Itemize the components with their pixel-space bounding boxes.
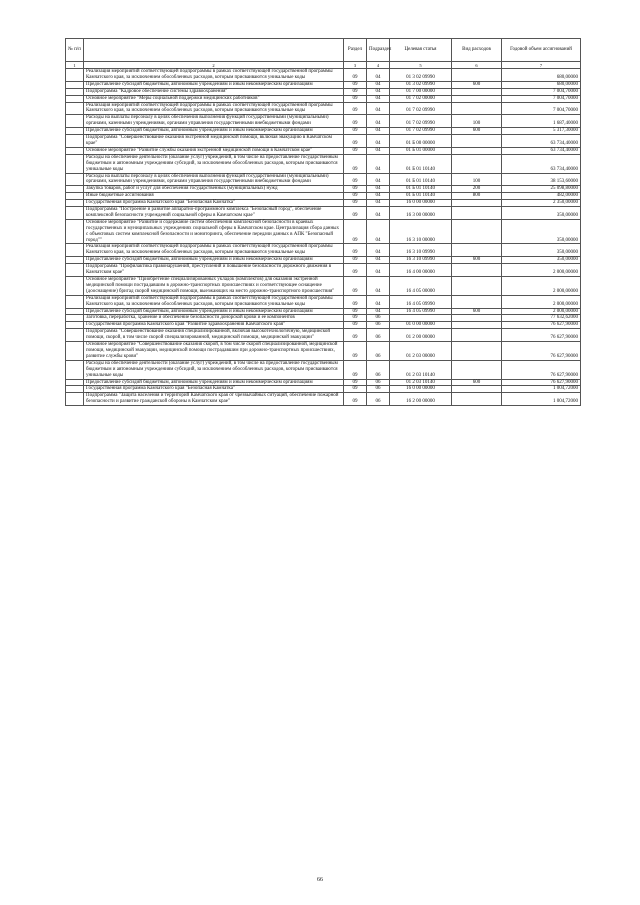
- column-number: 2: [84, 62, 344, 69]
- row-name-cell: Основное мероприятие "Развитие и содержание систем обеспечения комплексной безопасности в краевых государственных и муниципальных учреждениях социальной сферы в Камчатском крае. Централизация сбора данных с объектовых систем комплексной безопасности и мониторинга, обеспечение передачи данных в АПК "Безопасный город"": [84, 219, 344, 244]
- row-podrazdel-cell: 04: [367, 200, 390, 207]
- row-razdel-cell: 09: [344, 360, 367, 379]
- row-podrazdel-cell: 06: [367, 315, 390, 322]
- header-name: [84, 39, 344, 62]
- row-podrazdel-cell: 06: [367, 386, 390, 393]
- row-target-cell: 16 2 00 00000: [390, 393, 452, 406]
- page-number: 66: [317, 877, 323, 883]
- row-razdel-cell: 09: [344, 264, 367, 277]
- row-razdel-cell: 09: [344, 147, 367, 154]
- row-number-cell: [66, 193, 84, 200]
- row-amount-cell: 77 632,62000: [502, 315, 581, 322]
- row-razdel-cell: 09: [344, 88, 367, 95]
- row-podrazdel-cell: 04: [367, 308, 390, 315]
- table-row: [66, 173, 581, 186]
- row-amount-cell: 680,00000: [502, 69, 581, 82]
- header-num: № п/п: [66, 39, 84, 62]
- row-target-cell: 16 4 00 00000: [390, 264, 452, 277]
- row-amount-cell: 1 687,40000: [502, 115, 581, 128]
- row-target-cell: [390, 315, 452, 322]
- row-amount-cell: 680,00000: [502, 81, 581, 88]
- row-name-cell: Государственная программа Камчатского края "Безопасная Камчатка": [84, 386, 344, 393]
- row-razdel-cell: 09: [344, 69, 367, 82]
- table-row: [66, 154, 581, 173]
- row-name-cell: Предоставление субсидий бюджетным, автономным учреждениям и иным некоммерческим организациям: [84, 81, 344, 88]
- row-vid-cell: [452, 88, 502, 95]
- row-number-cell: [66, 264, 84, 277]
- row-razdel-cell: 09: [344, 277, 367, 296]
- row-amount-cell: 2 000,00000: [502, 277, 581, 296]
- row-target-cell: 01 7 00 00000: [390, 88, 452, 95]
- row-number-cell: [66, 128, 84, 135]
- row-target-cell: 01 0 00 00000: [390, 322, 452, 329]
- table-row: [66, 200, 581, 207]
- row-target-cell: 01 Б 01 10140: [390, 173, 452, 186]
- row-number-cell: [66, 360, 84, 379]
- row-vid-cell: [452, 69, 502, 82]
- row-name-cell: Заготовка, переработка, хранение и обеспечение безопасности донорской крови и ее компонентов: [84, 315, 344, 322]
- column-number: 7: [502, 62, 581, 69]
- row-amount-cell: 2 000,00000: [502, 264, 581, 277]
- row-podrazdel-cell: 04: [367, 219, 390, 244]
- row-number-cell: [66, 295, 84, 308]
- table-row: [66, 342, 581, 361]
- row-target-cell: 16 4 05 00000: [390, 277, 452, 296]
- row-amount-cell: 482,00000: [502, 193, 581, 200]
- table-row: [66, 147, 581, 154]
- table-row: [66, 264, 581, 277]
- row-number-cell: [66, 277, 84, 296]
- row-razdel-cell: 09: [344, 342, 367, 361]
- row-number-cell: [66, 81, 84, 88]
- row-vid-cell: 600: [452, 257, 502, 264]
- row-target-cell: 01 7 02 09990: [390, 115, 452, 128]
- row-razdel-cell: 09: [344, 244, 367, 257]
- row-podrazdel-cell: 04: [367, 88, 390, 95]
- row-razdel-cell: 09: [344, 115, 367, 128]
- row-name-cell: Подпрограмма "Совершенствование оказания экстренной медицинской помощи, включая эвакуацию в Камчатском крае": [84, 135, 344, 148]
- row-vid-cell: 800: [452, 193, 502, 200]
- row-name-cell: Подпрограмма "Кадровое обеспечение системы здравоохранения": [84, 88, 344, 95]
- row-vid-cell: [452, 207, 502, 220]
- row-razdel-cell: 09: [344, 193, 367, 200]
- row-razdel-cell: 09: [344, 386, 367, 393]
- table-row: [66, 329, 581, 342]
- row-target-cell: 01 2 03 00000: [390, 342, 452, 361]
- row-target-cell: 16 3 10 09990: [390, 257, 452, 264]
- row-amount-cell: 76 627,90000: [502, 329, 581, 342]
- budget-table: [65, 38, 581, 406]
- row-number-cell: [66, 135, 84, 148]
- row-podrazdel-cell: 04: [367, 186, 390, 193]
- table-row: [66, 81, 581, 88]
- row-name-cell: Расходы на выплаты персоналу в целях обеспечения выполнения функций государственными (муниципальными) органами, казенными учреждениями, органами управления государственными внебюджетными фондами: [84, 115, 344, 128]
- row-target-cell: 16 0 00 00000: [390, 386, 452, 393]
- row-vid-cell: [452, 386, 502, 393]
- row-podrazdel-cell: 04: [367, 135, 390, 148]
- row-vid-cell: [452, 322, 502, 329]
- row-amount-cell: 7 004,70000: [502, 95, 581, 102]
- row-number-cell: [66, 102, 84, 115]
- row-amount-cell: 7 004,70000: [502, 102, 581, 115]
- row-podrazdel-cell: 04: [367, 295, 390, 308]
- row-podrazdel-cell: 04: [367, 277, 390, 296]
- row-number-cell: [66, 95, 84, 102]
- row-podrazdel-cell: 04: [367, 81, 390, 88]
- row-razdel-cell: 09: [344, 128, 367, 135]
- table-row: [66, 115, 581, 128]
- row-number-cell: [66, 379, 84, 386]
- row-amount-cell: 63 734,40000: [502, 154, 581, 173]
- row-amount-cell: 5 317,30000: [502, 128, 581, 135]
- row-vid-cell: [452, 342, 502, 361]
- row-name-cell: Реализация мероприятий соответствующей подпрограммы в рамках соответствующей государственной программы Камчатского края, за исключением обособленных расходов, которым присваиваются уникальные коды: [84, 69, 344, 82]
- row-podrazdel-cell: 04: [367, 128, 390, 135]
- row-number-cell: [66, 257, 84, 264]
- row-vid-cell: [452, 219, 502, 244]
- row-razdel-cell: 09: [344, 135, 367, 148]
- row-podrazdel-cell: 04: [367, 115, 390, 128]
- header-vid: Вид расходов: [452, 39, 502, 62]
- row-razdel-cell: 09: [344, 81, 367, 88]
- row-amount-cell: 63 734,40000: [502, 147, 581, 154]
- row-name-cell: Подпрограмма "Защита населения и территорий Камчатского края от чрезвычайных ситуаций, обеспечение пожарной безопасности и развитие гражданской обороны в Камчатском крае": [84, 393, 344, 406]
- table-row: [66, 386, 581, 393]
- row-podrazdel-cell: 06: [367, 329, 390, 342]
- row-amount-cell: 63 734,40000: [502, 135, 581, 148]
- row-name-cell: Основное мероприятие "Развитие службы оказания экстренной медицинской помощи в Камчатском крае": [84, 147, 344, 154]
- row-amount-cell: 25 098,80000: [502, 186, 581, 193]
- column-number: 3: [344, 62, 367, 69]
- row-number-cell: [66, 200, 84, 207]
- row-target-cell: 01 7 02 09990: [390, 128, 452, 135]
- row-razdel-cell: 09: [344, 207, 367, 220]
- row-target-cell: 16 4 05 09990: [390, 308, 452, 315]
- column-number-row: [66, 62, 581, 69]
- row-name-cell: Иные бюджетные ассигнования: [84, 193, 344, 200]
- table-row: [66, 102, 581, 115]
- row-name-cell: Подпрограмма "Построение и развитие аппаратно-программного комплекса "Безопасный город", обеспечение комплексной безопасности учреждений социальной сферы в Камчатском крае": [84, 207, 344, 220]
- row-name-cell: Предоставление субсидий бюджетным, автономным учреждениям и иным некоммерческим организациям: [84, 257, 344, 264]
- row-vid-cell: [452, 95, 502, 102]
- header-row: [66, 39, 581, 62]
- row-amount-cell: 2 000,00000: [502, 295, 581, 308]
- row-name-cell: Расходы на выплаты персоналу в целях обеспечения выполнения функций государственными (муниципальными) органами, казенными учреждениями, органами управления государственными внебюджетными фондами: [84, 173, 344, 186]
- row-razdel-cell: 09: [344, 95, 367, 102]
- row-podrazdel-cell: 04: [367, 69, 390, 82]
- row-vid-cell: [452, 393, 502, 406]
- row-vid-cell: 100: [452, 115, 502, 128]
- row-number-cell: [66, 342, 84, 361]
- row-podrazdel-cell: 06: [367, 342, 390, 361]
- row-podrazdel-cell: 06: [367, 379, 390, 386]
- row-name-cell: Расходы на обеспечение деятельности (оказание услуг) учреждений, в том числе на предоставление государственным бюджетным и автономным учреждениям субсидий, за исключением обособленных расходов, которым присваиваются уникальные коды: [84, 360, 344, 379]
- table-row: [66, 322, 581, 329]
- row-podrazdel-cell: 06: [367, 322, 390, 329]
- row-name-cell: Реализация мероприятий соответствующей подпрограммы в рамках соответствующей государственной программы Камчатского края, за исключением обособленных расходов, которым присваиваются уникальные коды: [84, 102, 344, 115]
- row-target-cell: 01 Б 00 00000: [390, 135, 452, 148]
- row-name-cell: Подпрограмма "Профилактика правонарушений, преступлений и повышение безопасности дорожного движения в Камчатском крае": [84, 264, 344, 277]
- row-podrazdel-cell: 04: [367, 257, 390, 264]
- row-amount-cell: 76 627,90000: [502, 342, 581, 361]
- row-razdel-cell: 09: [344, 393, 367, 406]
- row-podrazdel-cell: 04: [367, 193, 390, 200]
- table-row: [66, 295, 581, 308]
- row-number-cell: [66, 244, 84, 257]
- row-vid-cell: [452, 315, 502, 322]
- row-vid-cell: [452, 102, 502, 115]
- row-vid-cell: [452, 154, 502, 173]
- row-name-cell: Реализация мероприятий соответствующей подпрограммы в рамках соответствующей государственной программы Камчатского края, за исключением обособленных расходов, которым присваиваются уникальные коды: [84, 295, 344, 308]
- row-amount-cell: 350,00000: [502, 244, 581, 257]
- table-row: [66, 88, 581, 95]
- row-target-cell: 16 3 00 00000: [390, 207, 452, 220]
- row-amount-cell: 76 627,90000: [502, 322, 581, 329]
- row-number-cell: [66, 315, 84, 322]
- row-target-cell: 01 3 02 09990: [390, 81, 452, 88]
- row-number-cell: [66, 329, 84, 342]
- table-row: [66, 193, 581, 200]
- column-number: 6: [452, 62, 502, 69]
- header-podrazdel: Подраздел: [367, 39, 390, 62]
- table-row: [66, 315, 581, 322]
- row-razdel-cell: 09: [344, 173, 367, 186]
- row-vid-cell: [452, 264, 502, 277]
- row-vid-cell: [452, 135, 502, 148]
- row-target-cell: 01 Б 01 10140: [390, 186, 452, 193]
- row-podrazdel-cell: 04: [367, 102, 390, 115]
- row-razdel-cell: 09: [344, 329, 367, 342]
- row-razdel-cell: 09: [344, 315, 367, 322]
- row-amount-cell: 1 004,72000: [502, 386, 581, 393]
- row-name-cell: Основное мероприятие "Меры социальной поддержки медицинских работников": [84, 95, 344, 102]
- table-body: [66, 69, 581, 406]
- row-number-cell: [66, 88, 84, 95]
- row-number-cell: [66, 393, 84, 406]
- row-vid-cell: [452, 200, 502, 207]
- table-row: [66, 308, 581, 315]
- row-vid-cell: [452, 277, 502, 296]
- row-name-cell: Предоставление субсидий бюджетным, автономным учреждениям и иным некоммерческим организациям: [84, 308, 344, 315]
- row-amount-cell: 76 627,90000: [502, 360, 581, 379]
- row-target-cell: 01 3 02 09990: [390, 69, 452, 82]
- column-number: 4: [367, 62, 390, 69]
- row-name-cell: Расходы на обеспечение деятельности (оказание услуг) учреждений, в том числе на предоставление государственным бюджетным и автономным учреждениям субсидий, за исключением обособленных расходов, которым присваиваются уникальные коды: [84, 154, 344, 173]
- row-podrazdel-cell: 04: [367, 264, 390, 277]
- row-number-cell: [66, 322, 84, 329]
- row-target-cell: 16 3 10 09990: [390, 244, 452, 257]
- table-row: [66, 244, 581, 257]
- header-amount: Годовой объем ассигнований: [502, 39, 581, 62]
- row-name-cell: Государственная программа Камчатского края "Развитие здравоохранения Камчатского края": [84, 322, 344, 329]
- row-target-cell: 16 4 05 09990: [390, 295, 452, 308]
- row-amount-cell: 350,00000: [502, 257, 581, 264]
- row-number-cell: [66, 173, 84, 186]
- table-row: [66, 257, 581, 264]
- row-number-cell: [66, 186, 84, 193]
- row-number-cell: [66, 219, 84, 244]
- row-name-cell: Государственная программа Камчатского края "Безопасная Камчатка": [84, 200, 344, 207]
- row-name-cell: Подпрограмма "Совершенствование оказания специализированной, включая высокотехнологичную, медицинской помощи, скорой, в том числе скорой специализированной, медицинской помощи, медицинской эвакуации": [84, 329, 344, 342]
- column-number: 1: [66, 62, 84, 69]
- row-vid-cell: [452, 147, 502, 154]
- row-razdel-cell: 09: [344, 219, 367, 244]
- row-target-cell: 01 Б 01 10140: [390, 193, 452, 200]
- row-target-cell: 16 3 10 00000: [390, 219, 452, 244]
- row-number-cell: [66, 207, 84, 220]
- table-row: [66, 128, 581, 135]
- row-target-cell: 01 7 02 00000: [390, 95, 452, 102]
- row-name-cell: Закупка товаров, работ и услуг для обеспечения государственных (муниципальных) нужд: [84, 186, 344, 193]
- row-vid-cell: [452, 329, 502, 342]
- row-razdel-cell: 09: [344, 200, 367, 207]
- header-razdel: Раздел: [344, 39, 367, 62]
- row-vid-cell: 600: [452, 308, 502, 315]
- row-amount-cell: 350,00000: [502, 207, 581, 220]
- table-row: [66, 207, 581, 220]
- row-vid-cell: [452, 360, 502, 379]
- row-razdel-cell: 09: [344, 308, 367, 315]
- row-number-cell: [66, 115, 84, 128]
- row-amount-cell: 2 350,00000: [502, 200, 581, 207]
- row-number-cell: [66, 154, 84, 173]
- row-name-cell: Реализация мероприятий соответствующей подпрограммы в рамках соответствующей государственной программы Камчатского края, за исключением обособленных расходов, которым присваиваются уникальные коды: [84, 244, 344, 257]
- row-podrazdel-cell: 04: [367, 147, 390, 154]
- row-target-cell: 01 2 03 10140: [390, 360, 452, 379]
- row-amount-cell: 2 000,00000: [502, 308, 581, 315]
- row-target-cell: 01 Б 01 00000: [390, 147, 452, 154]
- table-row: [66, 379, 581, 386]
- row-amount-cell: 7 004,70000: [502, 88, 581, 95]
- row-podrazdel-cell: 06: [367, 393, 390, 406]
- row-razdel-cell: 09: [344, 186, 367, 193]
- row-vid-cell: 200: [452, 186, 502, 193]
- row-razdel-cell: 09: [344, 154, 367, 173]
- column-number: 5: [390, 62, 452, 69]
- row-podrazdel-cell: 04: [367, 173, 390, 186]
- table-row: [66, 393, 581, 406]
- row-target-cell: 01 7 02 09990: [390, 102, 452, 115]
- row-amount-cell: 76 627,90000: [502, 379, 581, 386]
- row-podrazdel-cell: 04: [367, 207, 390, 220]
- row-vid-cell: 600: [452, 379, 502, 386]
- table-row: [66, 186, 581, 193]
- row-number-cell: [66, 147, 84, 154]
- table-row: [66, 219, 581, 244]
- row-target-cell: 16 0 00 00000: [390, 200, 452, 207]
- row-name-cell: Предоставление субсидий бюджетным, автономным учреждениям и иным некоммерческим организациям: [84, 128, 344, 135]
- row-name-cell: Предоставление субсидий бюджетным, автономным учреждениям и иным некоммерческим организациям: [84, 379, 344, 386]
- row-podrazdel-cell: 04: [367, 154, 390, 173]
- row-number-cell: [66, 308, 84, 315]
- row-podrazdel-cell: 06: [367, 360, 390, 379]
- table-row: [66, 135, 581, 148]
- row-target-cell: 01 2 03 10140: [390, 379, 452, 386]
- row-name-cell: Основное мероприятие "Приобретение специализированных укладок (комплектов) для оказания экстренной медицинской помощи пострадавшим в дорожно-транспортных происшествиях и соответствующее оснащение (дооснащение) бригад скорой медицинской помощи, выезжающих на место дорожно-транспортного происшествия": [84, 277, 344, 296]
- table-row: [66, 277, 581, 296]
- row-target-cell: 01 Б 01 10140: [390, 154, 452, 173]
- row-razdel-cell: 09: [344, 379, 367, 386]
- table-row: [66, 95, 581, 102]
- row-vid-cell: [452, 295, 502, 308]
- row-amount-cell: 38 153,60000: [502, 173, 581, 186]
- row-vid-cell: 600: [452, 81, 502, 88]
- row-razdel-cell: 09: [344, 295, 367, 308]
- header-target: Целевая статья: [390, 39, 452, 62]
- table-row: [66, 360, 581, 379]
- row-amount-cell: 350,00000: [502, 219, 581, 244]
- row-podrazdel-cell: 04: [367, 95, 390, 102]
- row-vid-cell: 600: [452, 128, 502, 135]
- row-target-cell: 01 2 00 00000: [390, 329, 452, 342]
- row-razdel-cell: 09: [344, 102, 367, 115]
- row-number-cell: [66, 69, 84, 82]
- row-razdel-cell: 09: [344, 257, 367, 264]
- row-razdel-cell: 09: [344, 322, 367, 329]
- row-vid-cell: [452, 244, 502, 257]
- row-amount-cell: 1 004,72000: [502, 393, 581, 406]
- row-podrazdel-cell: 04: [367, 244, 390, 257]
- table-row: [66, 69, 581, 82]
- row-number-cell: [66, 386, 84, 393]
- row-vid-cell: 100: [452, 173, 502, 186]
- row-name-cell: Основное мероприятие "Совершенствование оказания скорой, в том числе скорой специализированной, медицинской помощи, медицинской эвакуации, медицинской помощи пострадавшим при дорожно-транспортных происшествиях, развитие службы крови": [84, 342, 344, 361]
